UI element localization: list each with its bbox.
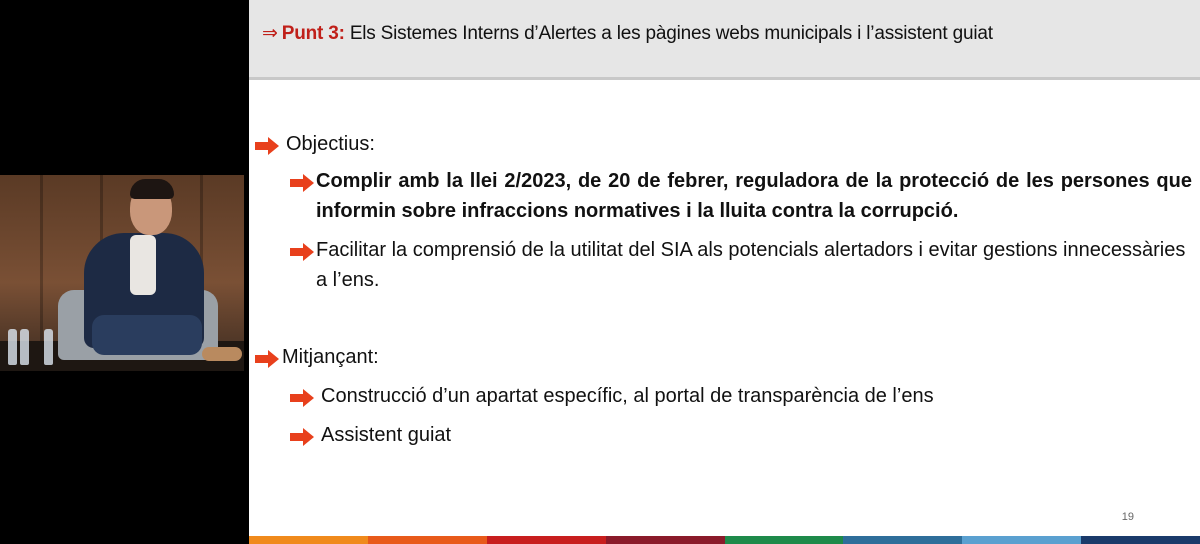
section-label: Mitjançant: xyxy=(282,346,379,368)
list-item xyxy=(289,170,1192,226)
presentation-slide xyxy=(249,0,1200,544)
footer-color-segment xyxy=(487,536,606,544)
section-mitjancant xyxy=(254,346,379,369)
slide-point-label: Punt 3: xyxy=(281,23,345,44)
speaker-video-thumbnail xyxy=(0,175,244,371)
list-item-text: Facilitar la comprensió de la utilitat del SIA als potencials alertadors i evitar gestions innecessàries a l’ens. xyxy=(316,239,1186,291)
section-objectius xyxy=(254,133,375,156)
list-item xyxy=(289,424,451,447)
footer-color-segment xyxy=(725,536,844,544)
slide-title-text: Els Sistemes Interns d’Alertes a les pàgines webs municipals i l’assistent guiat xyxy=(344,23,993,44)
double-arrow-icon: ⇒ xyxy=(262,23,278,44)
right-arrow-icon xyxy=(289,427,315,447)
footer-color-segment xyxy=(962,536,1081,544)
right-arrow-icon xyxy=(289,173,315,193)
footer-color-segment xyxy=(249,536,368,544)
footer-color-segment xyxy=(606,536,725,544)
right-arrow-icon xyxy=(289,242,315,262)
slide-title xyxy=(262,22,993,45)
list-item-text: Assistent guiat xyxy=(321,424,452,446)
footer-color-bar xyxy=(249,536,1200,544)
list-item-text: Complir amb la llei 2/2023, de 20 de febrer, reguladora de la protecció de les persones que informin sobre infraccions normatives i la lluita contra la corrupció. xyxy=(316,170,1192,222)
right-arrow-icon xyxy=(289,388,315,408)
right-arrow-icon xyxy=(254,136,280,156)
list-item xyxy=(289,385,934,408)
list-item-text: Construcció d’un apartat específic, al portal de transparència de l’ens xyxy=(321,385,934,407)
section-label: Objectius: xyxy=(286,133,375,155)
slide-header xyxy=(249,0,1200,80)
footer-color-segment xyxy=(368,536,487,544)
footer-color-segment xyxy=(843,536,962,544)
page-number: 19 xyxy=(1121,511,1134,523)
right-arrow-icon xyxy=(254,349,280,369)
footer-color-segment xyxy=(1081,536,1200,544)
list-item xyxy=(289,239,1192,295)
